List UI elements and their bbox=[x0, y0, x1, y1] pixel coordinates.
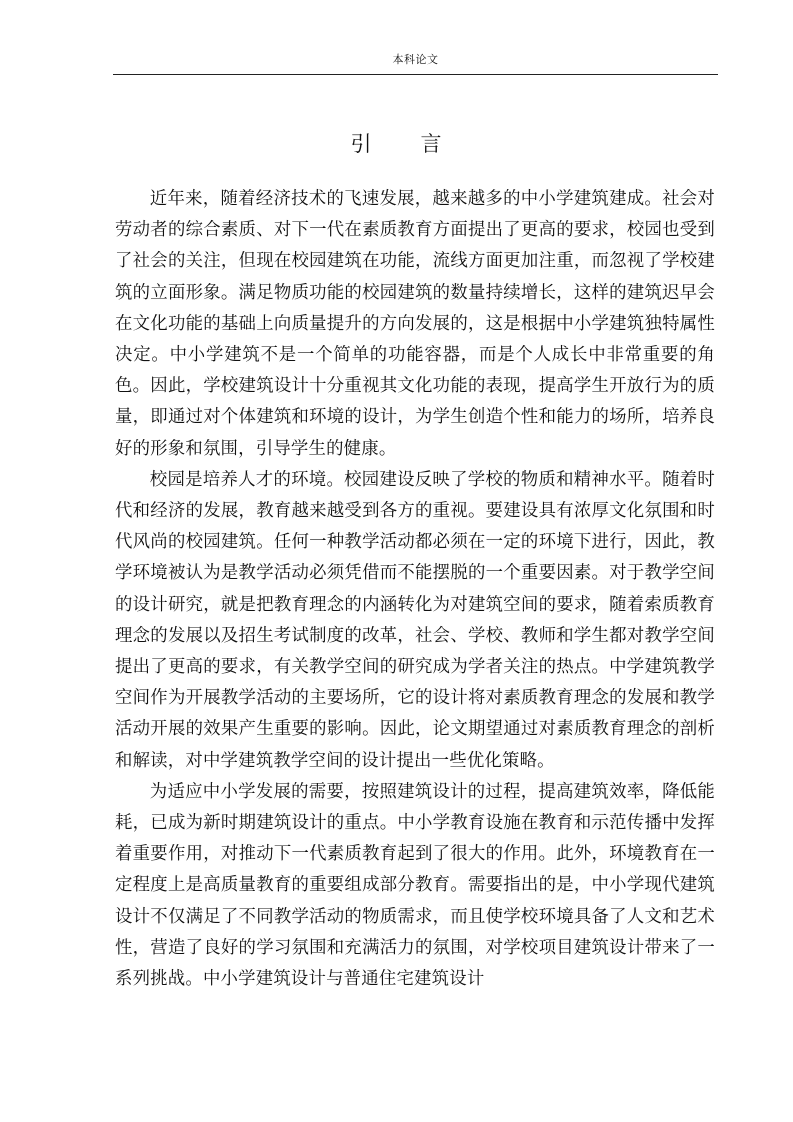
section-title bbox=[0, 128, 793, 160]
section-title-char-2: 言 bbox=[420, 132, 443, 156]
body-text bbox=[115, 184, 715, 995]
paragraph-3: 为适应中小学发展的需要，按照建筑设计的过程，提高建筑效率，降低能耗，已成为新时期建筑设计的重点。中小学教育设施在教育和示范传播中发挥着重要作用，对推动下一代素质教育起到了很大的作用。此外，环境教育在一定程度上是高质量教育的重要组成部分教育。需要指出的是，中小学现代建筑设计不仅满足了不同教学活动的物质需求，而且使学校环境具备了人文和艺术性，营造了良好的学习氛围和充满活力的氛围，对学校项目建筑设计带来了一系列挑战。中小学建筑设计与普通住宅建筑设计 bbox=[115, 781, 715, 990]
page-header bbox=[113, 52, 718, 75]
section-title-char-1: 引 bbox=[350, 132, 373, 156]
paragraph-2: 校园是培养人才的环境。校园建设反映了学校的物质和精神水平。随着时代和经济的发展，教育越来越受到各方的重视。要建设具有浓厚文化氛围和时代风尚的校园建筑。任何一种教学活动都必须在一定的环境下进行，因此，教学环境被认为是教学活动必须凭借而不能摆脱的一个重要因素。对于教学空间的设计研究，就是把教育理念的内涵转化为对建筑空间的要求，随着索质教育理念的发展以及招生考试制度的改革，社会、学校、教师和学生都对教学空间提出了更高的要求，有关教学空间的研究成为学者关注的热点。中学建筑教学空间作为开展教学活动的主要场所，它的设计将对素质教育理念的发展和教学活动开展的效果产生重要的影响。因此，论文期望通过对素质教育理念的剖析和解读，对中学建筑教学空间的设计提出一些优化策略。 bbox=[115, 469, 715, 771]
paragraph-1: 近年来，随着经济技术的飞速发展，越来越多的中小学建筑建成。社会对劳动者的综合素质、对下一代在素质教育方面提出了更高的要求，校园也受到了社会的关注，但现在校园建筑在功能，流线方面更加注重，而忽视了学校建筑的立面形象。满足物质功能的校园建筑的数量持续增长，这样的建筑迟早会在文化功能的基础上向质量提升的方向发展的，这是根据中小学建筑独特属性决定。中小学建筑不是一个简单的功能容器，而是个人成长中非常重要的角色。因此，学校建筑设计十分重视其文化功能的表现，提高学生开放行为的质量，即通过对个体建筑和环境的设计，为学生创造个性和能力的场所，培养良好的形象和氛围，引导学生的健康。 bbox=[115, 189, 715, 459]
running-title: 本科论文 bbox=[392, 53, 439, 66]
